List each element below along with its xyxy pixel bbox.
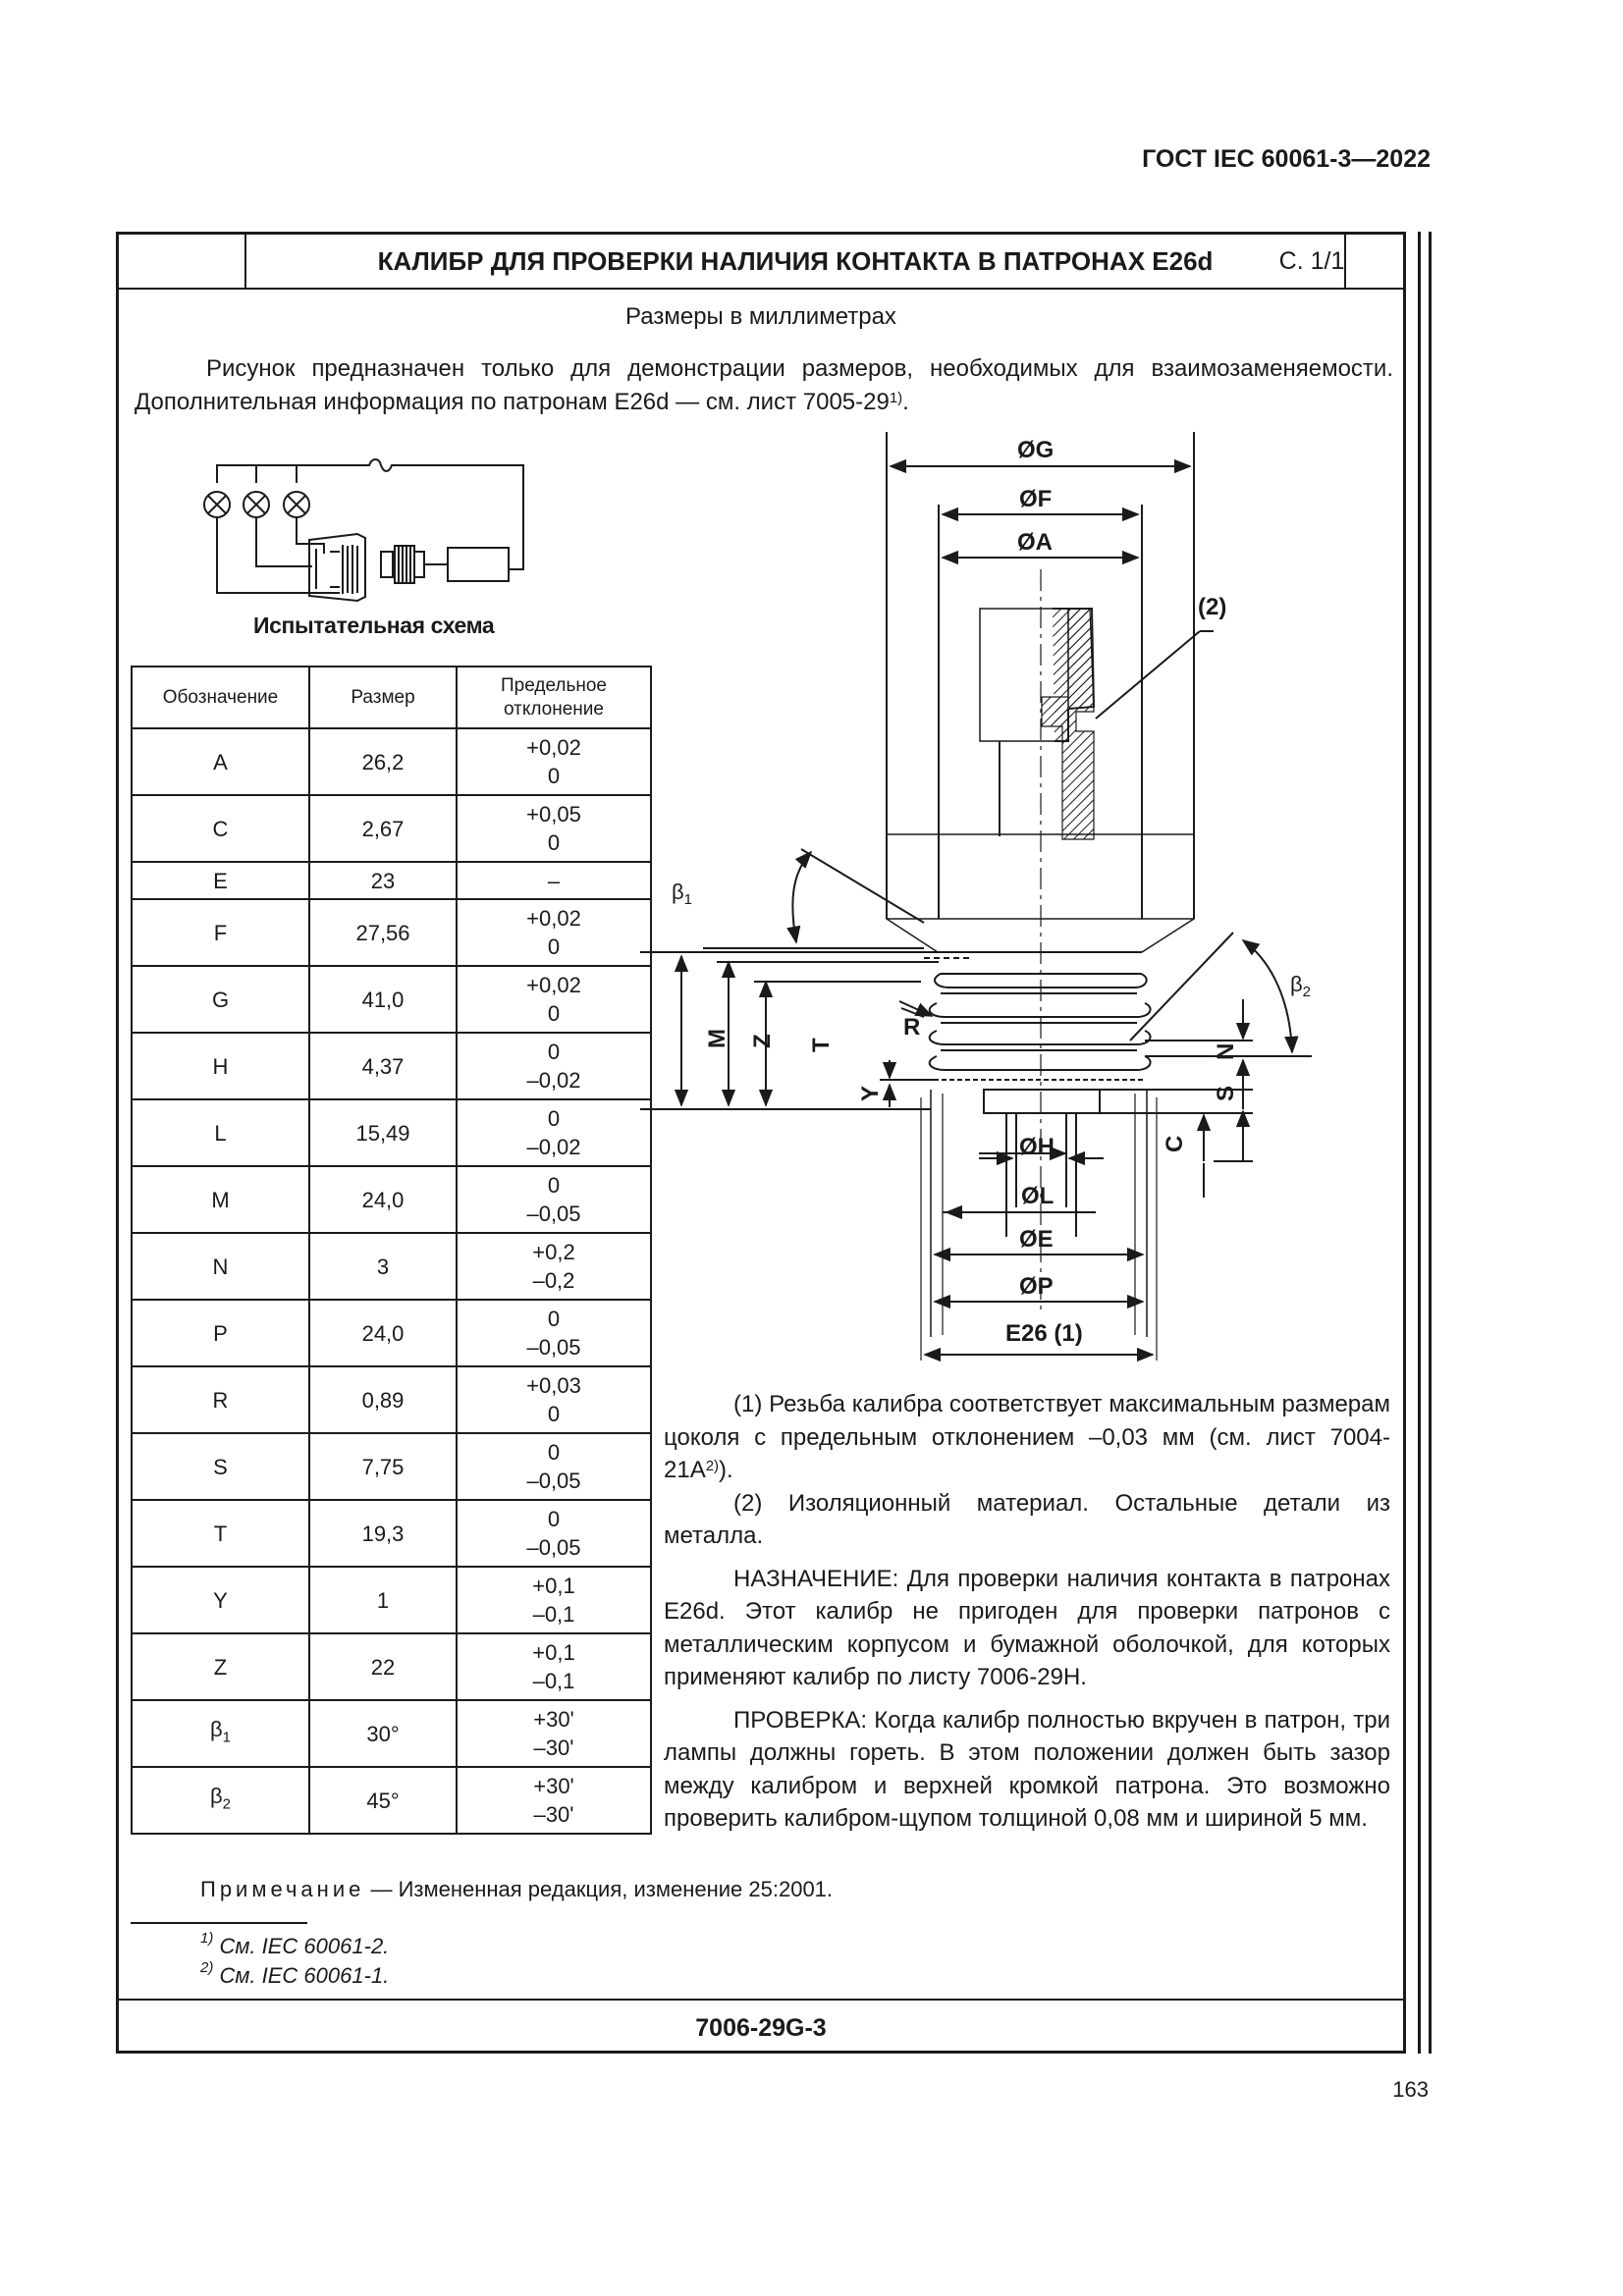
table-row	[132, 1500, 651, 1567]
table-row	[132, 1433, 651, 1500]
footnote-separator	[131, 1922, 307, 1924]
cell-symbol: $\beta_1$	[132, 1700, 309, 1767]
title-row	[119, 235, 1403, 290]
label-dia-l: ØL	[1021, 1183, 1055, 1209]
cell-size: 0,89	[309, 1366, 457, 1433]
test-circuit-schematic	[192, 444, 536, 611]
sheet-title: КАЛИБР ДЛЯ ПРОВЕРКИ НАЛИЧИЯ КОНТАКТА В ПАТРОНАХ E26d	[246, 235, 1346, 288]
cell-symbol: L	[132, 1099, 309, 1166]
cell-tolerance: +0,2 –0,2	[457, 1233, 651, 1300]
cell-size: 22	[309, 1633, 457, 1700]
cell-size: 45°	[309, 1767, 457, 1834]
remark: Примечание — Измененная редакция, изменение 25:2001.	[200, 1877, 834, 1901]
table-row	[132, 795, 651, 862]
cell-symbol: A	[132, 728, 309, 795]
cell-size: 19,3	[309, 1500, 457, 1567]
header-tolerance: Предельное отклонение	[457, 667, 651, 728]
schematic-caption: Испытательная схема	[253, 613, 495, 638]
table-row	[132, 899, 651, 966]
page-number: 163	[1392, 2077, 1429, 2102]
cell-tolerance: +0,02 0	[457, 728, 651, 795]
cell-symbol: S	[132, 1433, 309, 1500]
label-dia-g: ØG	[1017, 437, 1055, 463]
table-row	[132, 1567, 651, 1633]
gauge-drawing	[672, 432, 1351, 1374]
cell-symbol: Z	[132, 1633, 309, 1700]
cell-size: 24,0	[309, 1166, 457, 1233]
standard-designation: ГОСТ IEC 60061-3—2022	[1142, 145, 1431, 173]
cell-tolerance: 0 –0,05	[457, 1300, 651, 1366]
cell-size: 4,37	[309, 1033, 457, 1099]
label-thread-e26: E26 (1)	[1005, 1320, 1083, 1347]
cell-symbol: Y	[132, 1567, 309, 1633]
units-note: Размеры в миллиметрах	[625, 303, 896, 330]
label-dia-p: ØP	[1019, 1273, 1054, 1300]
label-beta1: $\beta_1$	[672, 880, 692, 908]
cell-symbol: P	[132, 1300, 309, 1366]
cell-tolerance: 0 –0,05	[457, 1166, 651, 1233]
cell-symbol: $\beta_2$	[132, 1767, 309, 1834]
footnote-2: $^{2)}$ См. IEC 60061-1.	[200, 1959, 390, 1988]
dimensions-table	[131, 666, 652, 1835]
cell-tolerance: 0 –0,05	[457, 1433, 651, 1500]
table-row	[132, 1300, 651, 1366]
label-dia-h: ØH	[1019, 1134, 1055, 1160]
cell-symbol: M	[132, 1166, 309, 1233]
label-dim-r: R	[903, 1014, 921, 1041]
table-row	[132, 1166, 651, 1233]
header-size: Размер	[309, 667, 457, 728]
cell-symbol: F	[132, 899, 309, 966]
label-dim-y: Y	[857, 1085, 884, 1101]
sheet-code: 7006-29G-3	[116, 1999, 1406, 2054]
cell-symbol: T	[132, 1500, 309, 1567]
cell-size: 30°	[309, 1700, 457, 1767]
cell-symbol: H	[132, 1033, 309, 1099]
cell-size: 41,0	[309, 966, 457, 1033]
label-dim-z: Z	[749, 1034, 776, 1048]
cell-tolerance: –	[457, 862, 651, 899]
header-symbol: Обозначение	[132, 667, 309, 728]
cell-symbol: E	[132, 862, 309, 899]
cell-size: 7,75	[309, 1433, 457, 1500]
cell-size: 27,56	[309, 899, 457, 966]
table-row	[132, 728, 651, 795]
label-dim-s: S	[1213, 1085, 1239, 1101]
purpose-paragraph: НАЗНАЧЕНИЕ: Для проверки наличия контакта в патронах E26d. Этот калибр не пригоден для проверки патронов с металлическим корпусом и бумажной оболочкой, для которых применяют калибр по листу 7006-29H.	[664, 1565, 1390, 1690]
label-beta2: $\beta_2$	[1290, 972, 1311, 1000]
check-paragraph: ПРОВЕРКА: Когда калибр полностью вкручен в патрон, три лампы должны гореть. В этом положении должен быть зазор между калибром и верхней кромкой патрона. Это возможно проверить калибром-щупом толщиной 0,08 мм и шириной 5 мм.	[664, 1706, 1390, 1832]
label-dia-a: ØA	[1017, 529, 1053, 556]
cell-tolerance: +30' –30'	[457, 1700, 651, 1767]
cell-symbol: R	[132, 1366, 309, 1433]
cell-tolerance: +0,02 0	[457, 966, 651, 1033]
cell-symbol: C	[132, 795, 309, 862]
cell-tolerance: +0,1 –0,1	[457, 1567, 651, 1633]
table-row	[132, 862, 651, 899]
label-dim-m: M	[704, 1029, 730, 1048]
cell-size: 23	[309, 862, 457, 899]
cell-symbol: N	[132, 1233, 309, 1300]
label-dim-c: C	[1162, 1135, 1188, 1152]
label-note-2: (2)	[1198, 594, 1227, 620]
table-row	[132, 1700, 651, 1767]
cell-size: 24,0	[309, 1300, 457, 1366]
table-row	[132, 1366, 651, 1433]
footnote-1: $^{1)}$ См. IEC 60061-2.	[200, 1930, 390, 1958]
cell-tolerance: +0,03 0	[457, 1366, 651, 1433]
note-1: (1) Резьба калибра соответствует максимальным размерам цоколя с предельным отклонением –0,03 мм (см. лист $7004-21A^{2)}$).	[664, 1391, 1390, 1483]
cell-size: 26,2	[309, 728, 457, 795]
table-row	[132, 1633, 651, 1700]
cell-tolerance: +30' –30'	[457, 1767, 651, 1834]
cell-tolerance: 0 –0,02	[457, 1033, 651, 1099]
cell-tolerance: +0,1 –0,1	[457, 1633, 651, 1700]
label-dia-f: ØF	[1019, 486, 1053, 512]
cell-size: 2,67	[309, 795, 457, 862]
title-cell-empty	[119, 235, 246, 288]
sheet-page: С. 1/1	[1278, 247, 1345, 275]
label-dim-n: N	[1213, 1042, 1239, 1060]
frame-double-line	[1429, 232, 1432, 2054]
table-row	[132, 1033, 651, 1099]
table-row	[132, 1233, 651, 1300]
cell-size: 3	[309, 1233, 457, 1300]
cell-tolerance: +0,02 0	[457, 899, 651, 966]
drawing-notes	[664, 1388, 1390, 1836]
table-row	[132, 1767, 651, 1834]
cell-size: 15,49	[309, 1099, 457, 1166]
table-row	[132, 966, 651, 1033]
cell-tolerance: +0,05 0	[457, 795, 651, 862]
label-dim-t: T	[808, 1038, 835, 1052]
cell-symbol: G	[132, 966, 309, 1033]
cell-tolerance: 0 –0,05	[457, 1500, 651, 1567]
cell-tolerance: 0 –0,02	[457, 1099, 651, 1166]
frame-double-line	[1418, 232, 1421, 2054]
intro-paragraph: Рисунок предназначен только для демонстрации размеров, необходимых для взаимозаменяемости. Дополнительная информация по патронам E26d — см. лист 7005-29$^{1)}$.	[135, 355, 1393, 415]
cell-size: 1	[309, 1567, 457, 1633]
label-dia-e: ØE	[1019, 1226, 1054, 1253]
table-row	[132, 1099, 651, 1166]
note-2: (2) Изоляционный материал. Остальные детали из металла.	[664, 1489, 1390, 1549]
